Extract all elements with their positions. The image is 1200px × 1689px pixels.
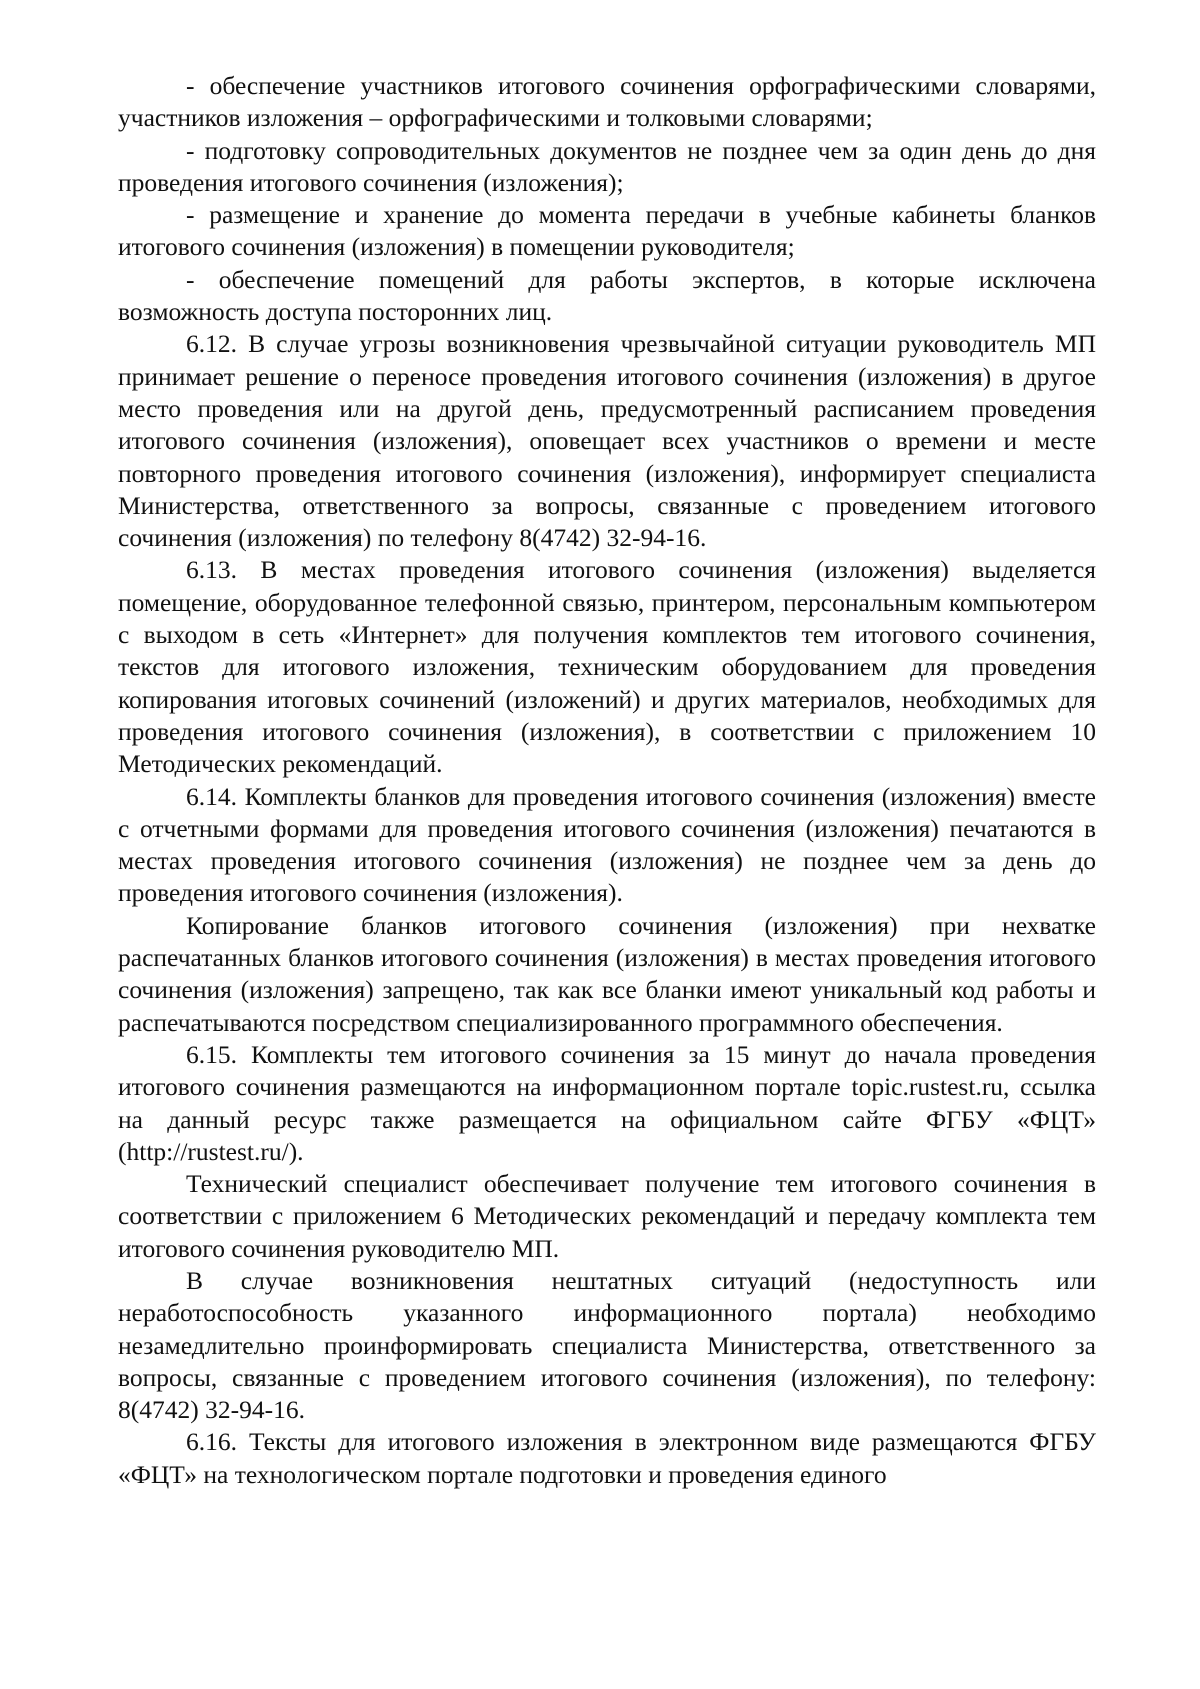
paragraph-technical-specialist: Технический специалист обеспечивает получение тем итогового сочинения в соответствии с приложением 6 Методических рекомендаций и передачу комплекта тем итогового сочинения руководителю МП. [118, 1169, 1096, 1263]
paragraph-storage: - размещение и хранение до момента передачи в учебные кабинеты бланков итогового сочинения (изложения) в помещении руководителя; [118, 200, 1096, 262]
paragraph-6-14: 6.14. Комплекты бланков для проведения итогового сочинения (изложения) вместе с отчетными формами для проведения итогового сочинения (изложения) печатаются в местах проведения итогового сочинения (изложения) не позднее чем за день до проведения итогового сочинения (изложения). [118, 781, 1096, 908]
paragraph-dictionaries: - обеспечение участников итогового сочинения орфографическими словарями, участников изложения – орфографическими и толковыми словарями; [118, 71, 1096, 133]
document-body [118, 70, 1096, 1491]
paragraph-6-12: 6.12. В случае угрозы возникновения чрезвычайной ситуации руководитель МП принимает решение о переносе проведения итогового сочинения (изложения) в другое место проведения или на другой день, предусмотренный расписанием проведения итогового сочинения (изложения), оповещает всех участников о времени и месте повторного проведения итогового сочинения (изложения), информирует специалиста Министерства, ответственного за вопросы, связанные с проведением итогового сочинения (изложения) по телефону 8(4742) 32-94-16. [118, 329, 1096, 553]
paragraph-6-15: 6.15. Комплекты тем итогового сочинения за 15 минут до начала проведения итогового сочинения размещаются на информационном портале topic.rustest.ru, ссылка на данный ресурс также размещается на официальном сайте ФГБУ «ФЦТ» (http://rustest.ru/). [118, 1039, 1096, 1166]
paragraph-emergency: В случае возникновения нештатных ситуаций (недоступность или неработоспособность указанного информационного портала) необходимо незамедлительно проинформировать специалиста Министерства, ответственного за вопросы, связанные с проведением итогового сочинения (изложения), по телефону: 8(4742) 32-94-16. [118, 1265, 1096, 1425]
paragraph-6-13: 6.13. В местах проведения итогового сочинения (изложения) выделяется помещение, оборудованное телефонной связью, принтером, персональным компьютером с выходом в сеть «Интернет» для получения комплектов тем итогового сочинения, текстов для итогового изложения, техническим оборудованием для проведения копирования итоговых сочинений (изложений) и других материалов, необходимых для проведения итогового сочинения (изложения), в соответствии с приложением 10 Методических рекомендаций. [118, 555, 1096, 779]
paragraph-6-16: 6.16. Тексты для итогового изложения в электронном виде размещаются ФГБУ «ФЦТ» на технологическом портале подготовки и проведения единого [118, 1427, 1096, 1489]
paragraph-copying: Копирование бланков итогового сочинения (изложения) при нехватке распечатанных бланков итогового сочинения (изложения) в местах проведения итогового сочинения (изложения) запрещено, так как все бланки имеют уникальный код работы и распечатываются посредством специализированного программного обеспечения. [118, 910, 1096, 1037]
paragraph-documents: - подготовку сопроводительных документов не позднее чем за один день до дня проведения итогового сочинения (изложения); [118, 135, 1096, 197]
paragraph-expert-rooms: - обеспечение помещений для работы экспертов, в которые исключена возможность доступа посторонних лиц. [118, 264, 1096, 327]
